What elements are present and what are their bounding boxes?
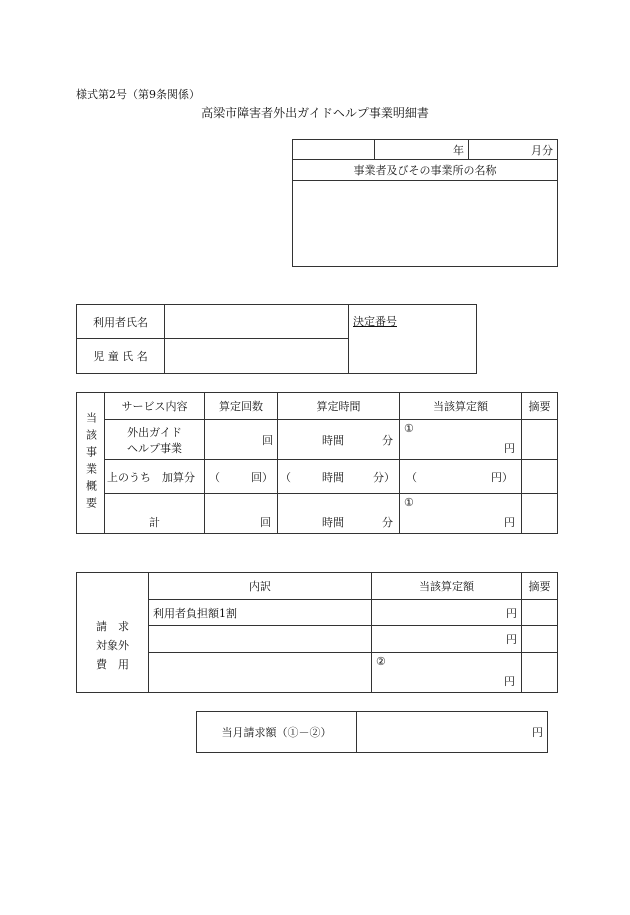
row1-minutes-unit: 分 bbox=[382, 434, 393, 447]
row3-amount[interactable] bbox=[400, 494, 522, 534]
decision-number-cell[interactable] bbox=[349, 305, 477, 374]
billing-row1-amount[interactable] bbox=[372, 600, 522, 626]
billing-row2-amount[interactable] bbox=[372, 626, 522, 653]
service-header-amount: 当該算定額 bbox=[400, 393, 522, 420]
row2-time-open: （ bbox=[280, 471, 291, 484]
billing-header-remarks: 摘要 bbox=[522, 573, 558, 600]
row1-count[interactable] bbox=[205, 420, 278, 460]
row2-time[interactable] bbox=[278, 460, 400, 494]
row2-amount-open: （ bbox=[406, 471, 417, 484]
row2-remarks[interactable] bbox=[522, 460, 558, 494]
service-table bbox=[76, 392, 558, 534]
billing-side-label-2: 対象外 bbox=[96, 639, 129, 652]
billing-row2-yen: 円 bbox=[506, 633, 517, 646]
row2-hours-unit: 時間 bbox=[322, 471, 344, 484]
billing-table bbox=[76, 572, 558, 693]
billing-circle-2: ② bbox=[376, 655, 386, 668]
form-number: 様式第2号（第9条関係） bbox=[76, 88, 200, 101]
service-header-content: サービス内容 bbox=[105, 393, 205, 420]
user-name-label: 利用者氏名 bbox=[77, 305, 165, 339]
provider-name-field[interactable] bbox=[293, 181, 558, 267]
billing-side-label-cell bbox=[77, 573, 149, 693]
billing-side-label-3: 費 用 bbox=[96, 658, 129, 671]
provider-table bbox=[292, 139, 558, 267]
row3-time[interactable] bbox=[278, 494, 400, 534]
billing-header-breakdown: 内訳 bbox=[149, 573, 372, 600]
total-table bbox=[196, 711, 548, 753]
provider-blank-cell[interactable] bbox=[293, 140, 375, 160]
billing-side-label-1: 請 求 bbox=[96, 620, 129, 633]
service-side-label: 当該事業概要 bbox=[84, 412, 98, 514]
row1-content: 外出ガイド ヘルプ事業 bbox=[105, 420, 205, 460]
billing-row2-item[interactable] bbox=[149, 626, 372, 653]
row1-remarks[interactable] bbox=[522, 420, 558, 460]
billing-row3-item[interactable] bbox=[149, 653, 372, 693]
row2-count-close: 回） bbox=[251, 471, 273, 484]
row3-total-label: 計 bbox=[149, 516, 160, 529]
total-amount[interactable] bbox=[357, 712, 548, 753]
row2-count[interactable] bbox=[205, 460, 278, 494]
service-header-count: 算定回数 bbox=[205, 393, 278, 420]
row1-time[interactable] bbox=[278, 420, 400, 460]
row3-count[interactable] bbox=[205, 494, 278, 534]
billing-row3-amount[interactable] bbox=[372, 653, 522, 693]
service-header-time: 算定時間 bbox=[278, 393, 400, 420]
billing-row1-item: 利用者負担額1割 bbox=[149, 600, 372, 626]
row1-amount[interactable] bbox=[400, 420, 522, 460]
row3-yen: 円 bbox=[504, 516, 515, 529]
decision-number-label: 決定番号 bbox=[353, 315, 397, 328]
year-cell[interactable] bbox=[375, 140, 469, 160]
row3-count-unit: 回 bbox=[260, 516, 271, 529]
total-yen: 円 bbox=[532, 726, 543, 739]
row3-circle-1: ① bbox=[404, 496, 414, 509]
billing-row3-yen: 円 bbox=[504, 675, 515, 688]
billing-header-amount: 当該算定額 bbox=[372, 573, 522, 600]
user-table bbox=[76, 304, 477, 374]
row1-circle-1: ① bbox=[404, 422, 414, 435]
page-title: 高梁市障害者外出ガイドヘルプ事業明細書 bbox=[201, 106, 429, 120]
provider-name-header: 事業者及びその事業所の名称 bbox=[293, 160, 558, 181]
billing-row1-yen: 円 bbox=[506, 606, 517, 620]
service-header-remarks: 摘要 bbox=[522, 393, 558, 420]
row3-hours-unit: 時間 bbox=[322, 516, 344, 529]
row1-yen: 円 bbox=[504, 442, 515, 455]
row3-minutes-unit: 分 bbox=[382, 516, 393, 529]
user-name-field[interactable] bbox=[165, 305, 349, 339]
month-cell[interactable] bbox=[469, 140, 558, 160]
month-label: 月分 bbox=[531, 143, 553, 157]
row1-hours-unit: 時間 bbox=[322, 434, 344, 447]
row2-content: 上のうち 加算分 bbox=[105, 460, 205, 494]
year-label: 年 bbox=[453, 143, 464, 157]
billing-row3-remarks[interactable] bbox=[522, 653, 558, 693]
row2-amount-close: 円） bbox=[491, 471, 513, 484]
row3-content bbox=[105, 494, 205, 534]
child-name-field[interactable] bbox=[165, 339, 349, 374]
row2-amount[interactable] bbox=[400, 460, 522, 494]
total-label: 当月請求額（①－②） bbox=[197, 712, 357, 753]
row3-remarks[interactable] bbox=[522, 494, 558, 534]
billing-row1-remarks[interactable] bbox=[522, 600, 558, 626]
billing-row2-remarks[interactable] bbox=[522, 626, 558, 653]
service-side-label-cell bbox=[77, 393, 105, 534]
row2-time-close: 分） bbox=[373, 471, 395, 484]
child-name-label: 児 童 氏 名 bbox=[77, 339, 165, 374]
row2-count-open: （ bbox=[209, 471, 220, 484]
row1-count-unit: 回 bbox=[262, 433, 273, 447]
